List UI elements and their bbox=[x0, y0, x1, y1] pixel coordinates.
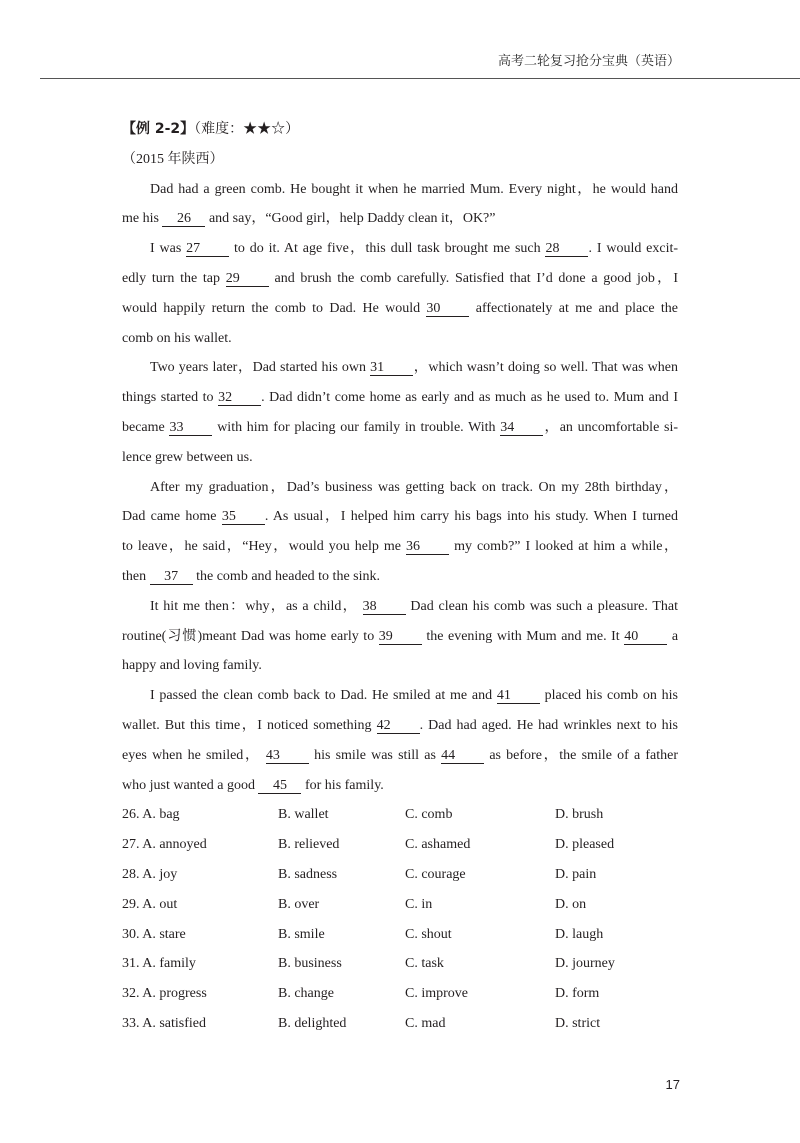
passage-text: his smile was still as bbox=[314, 747, 436, 763]
option-c: C. mad bbox=[405, 1015, 446, 1031]
passage-line bbox=[122, 651, 678, 681]
option-d: D. pleased bbox=[555, 837, 615, 853]
passage-line bbox=[122, 294, 678, 324]
question-row-30 bbox=[122, 920, 678, 950]
passage-text: affectionately at me and place the bbox=[475, 300, 679, 316]
question-row-29 bbox=[122, 890, 678, 920]
question-row-33 bbox=[122, 1009, 678, 1039]
passage-text: would happily return the comb to Dad. He would bbox=[122, 300, 421, 316]
question-number: 32. bbox=[122, 986, 140, 1002]
option-a bbox=[122, 949, 278, 979]
blank-34: 34 bbox=[500, 420, 543, 436]
passage-paragraph bbox=[122, 234, 678, 353]
passage-text: Dad clean his comb was such a pleasure. That bbox=[410, 598, 678, 614]
passage-text: I passed the clean comb back to Dad. He smiled at me and bbox=[150, 688, 493, 704]
question-row-31 bbox=[122, 949, 678, 979]
passage-line bbox=[122, 264, 678, 294]
option-a-text: A. bag bbox=[142, 807, 180, 823]
passage-line bbox=[122, 175, 678, 205]
option-c: C. shout bbox=[405, 926, 452, 942]
passage-text: I was bbox=[150, 241, 182, 257]
blank-40: 40 bbox=[624, 629, 667, 645]
passage-text: to do it. At age five，this dull task brought me such bbox=[234, 241, 541, 257]
option-b: B. sadness bbox=[278, 866, 338, 882]
option-b: B. smile bbox=[278, 926, 325, 942]
option-a-text: A. out bbox=[142, 896, 178, 912]
passage-text: the comb and headed to the sink. bbox=[196, 568, 381, 584]
passage-text: . As usual，I helped him carry his bags into his study. When I turned bbox=[264, 509, 679, 525]
passage-line bbox=[122, 383, 678, 413]
passage-line bbox=[122, 681, 678, 711]
example-label: 【例 2-2】 bbox=[122, 121, 195, 137]
passage-line bbox=[122, 502, 678, 532]
passage-line bbox=[122, 592, 678, 622]
question-row-27 bbox=[122, 830, 678, 860]
passage-text: a bbox=[671, 628, 679, 644]
difficulty-rating: （难度：★★☆） bbox=[194, 122, 300, 137]
passage-text: to leave，he said，“Hey，would you help me bbox=[122, 539, 402, 555]
passage-paragraph bbox=[122, 592, 678, 681]
passage-text: Two years later，Dad started his own bbox=[150, 360, 367, 376]
passage-line bbox=[122, 324, 678, 354]
option-a bbox=[122, 979, 278, 1009]
passage-line bbox=[122, 741, 678, 771]
passage-line bbox=[122, 413, 678, 443]
question-row-28 bbox=[122, 860, 678, 890]
passage-text: with him for placing our family in trouble. With bbox=[217, 419, 496, 435]
passage-text: as before，the smile of a father bbox=[489, 747, 678, 763]
blank-42: 42 bbox=[377, 718, 420, 734]
question-row-26 bbox=[122, 800, 678, 830]
passage-text: my comb?” I looked at him a while， bbox=[454, 539, 679, 555]
passage-line bbox=[122, 622, 678, 652]
passage-line bbox=[122, 443, 678, 473]
example-source: （2015 年陕西） bbox=[122, 151, 224, 167]
page-number: 17 bbox=[665, 1077, 680, 1092]
passage-line bbox=[122, 473, 678, 503]
passage-text: for his family. bbox=[304, 777, 384, 793]
option-d: D. journey bbox=[555, 956, 615, 972]
passage-text: placed his comb on his bbox=[544, 688, 679, 704]
passage-paragraph bbox=[122, 175, 678, 235]
option-a bbox=[122, 920, 278, 950]
passage-text: ，which wasn’t doing so well. That was when bbox=[413, 360, 678, 376]
option-d: D. pain bbox=[555, 866, 597, 882]
passage-text: . Dad had aged. He had wrinkles next to his bbox=[419, 717, 678, 733]
option-d: D. laugh bbox=[555, 926, 604, 942]
blank-44: 44 bbox=[441, 748, 484, 764]
blank-30: 30 bbox=[426, 301, 469, 317]
passage-text: happy and loving family. bbox=[122, 658, 262, 674]
option-b: B. delighted bbox=[278, 1015, 347, 1031]
passage-text: and say，“Good girl，help Daddy clean it，OK?” bbox=[208, 211, 496, 227]
passage-text: lence grew between us. bbox=[122, 449, 253, 465]
passage-text: . I would excit- bbox=[588, 241, 679, 257]
question-row-32 bbox=[122, 979, 678, 1009]
option-a bbox=[122, 860, 278, 890]
answer-options bbox=[122, 800, 678, 1038]
passage-paragraph bbox=[122, 681, 678, 800]
option-a bbox=[122, 1009, 278, 1039]
option-b: B. relieved bbox=[278, 837, 340, 853]
passage-text: the evening with Mum and me. It bbox=[426, 628, 620, 644]
question-number: 29. bbox=[122, 896, 140, 912]
option-a-text: A. satisfied bbox=[142, 1015, 206, 1031]
passage-text: things started to bbox=[122, 390, 214, 406]
question-number: 27. bbox=[122, 837, 140, 853]
passage-text: became bbox=[122, 419, 165, 435]
blank-37: 37 bbox=[150, 569, 193, 585]
passage-text: ，an uncomfortable si- bbox=[543, 419, 678, 435]
passage-text: who just wanted a good bbox=[122, 777, 255, 793]
running-head-title: 高考二轮复习抢分宝典（英语） bbox=[497, 54, 680, 69]
option-a-text: A. family bbox=[142, 956, 196, 972]
example-heading bbox=[122, 115, 678, 145]
blank-43: 43 bbox=[266, 748, 309, 764]
option-d: D. strict bbox=[555, 1015, 601, 1031]
option-a-text: A. stare bbox=[142, 926, 186, 942]
passage-line bbox=[122, 204, 678, 234]
option-a-text: A. joy bbox=[142, 866, 178, 882]
question-number: 33. bbox=[122, 1015, 140, 1031]
blank-35: 35 bbox=[222, 509, 265, 525]
passage-line bbox=[122, 532, 678, 562]
passage-text: and brush the comb carefully. Satisfied that I’d done a good job，I bbox=[274, 270, 679, 286]
option-a-text: A. progress bbox=[142, 986, 207, 1002]
example-block bbox=[122, 115, 678, 1039]
cloze-passage bbox=[122, 175, 678, 801]
option-c: C. in bbox=[405, 896, 433, 912]
option-a bbox=[122, 800, 278, 830]
option-c: C. improve bbox=[405, 986, 468, 1002]
blank-33: 33 bbox=[169, 420, 212, 436]
question-number: 30. bbox=[122, 926, 140, 942]
option-d: D. brush bbox=[555, 807, 604, 823]
blank-29: 29 bbox=[226, 271, 269, 287]
passage-text: me his bbox=[122, 211, 159, 227]
question-number: 26. bbox=[122, 807, 140, 823]
option-c: C. comb bbox=[405, 807, 453, 823]
question-number: 31. bbox=[122, 956, 140, 972]
blank-31: 31 bbox=[370, 360, 413, 376]
passage-text: then bbox=[122, 568, 147, 584]
passage-line bbox=[122, 711, 678, 741]
option-a-text: A. annoyed bbox=[142, 837, 207, 853]
question-number: 28. bbox=[122, 866, 140, 882]
passage-text: . Dad didn’t come home as early and as much as he used to. Mum and I bbox=[261, 390, 678, 406]
passage-text: routine(习惯)meant Dad was home early to bbox=[122, 628, 375, 644]
passage-text: comb on his wallet. bbox=[122, 330, 232, 346]
blank-41: 41 bbox=[497, 688, 540, 704]
passage-text: wallet. But this time，I noticed something bbox=[122, 717, 372, 733]
blank-38: 38 bbox=[363, 599, 406, 615]
blank-26: 26 bbox=[162, 211, 205, 227]
blank-39: 39 bbox=[379, 629, 422, 645]
passage-text: Dad came home bbox=[122, 509, 217, 525]
passage-text: edly turn the tap bbox=[122, 270, 221, 286]
passage-text: eyes when he smiled， bbox=[122, 747, 261, 763]
blank-27: 27 bbox=[186, 241, 229, 257]
passage-line bbox=[122, 771, 678, 801]
header-rule bbox=[40, 78, 800, 79]
passage-line bbox=[122, 353, 678, 383]
option-b: B. over bbox=[278, 896, 320, 912]
blank-32: 32 bbox=[218, 390, 261, 406]
option-c: C. ashamed bbox=[405, 837, 471, 853]
passage-paragraph bbox=[122, 353, 678, 472]
passage-text: Dad had a green comb. He bought it when he married Mum. Every night，he would hand bbox=[150, 181, 678, 197]
option-b: B. business bbox=[278, 956, 342, 972]
blank-36: 36 bbox=[406, 539, 449, 555]
option-a bbox=[122, 830, 278, 860]
passage-line bbox=[122, 562, 678, 592]
option-d: D. on bbox=[555, 896, 587, 912]
passage-line bbox=[122, 234, 678, 264]
option-a bbox=[122, 890, 278, 920]
option-c: C. task bbox=[405, 956, 444, 972]
blank-28: 28 bbox=[545, 241, 588, 257]
passage-text: After my graduation，Dad’s business was getting back on track. On my 28th birthday， bbox=[150, 479, 678, 495]
blank-45: 45 bbox=[258, 778, 301, 794]
passage-paragraph bbox=[122, 473, 678, 592]
passage-text: It hit me then：why，as a child， bbox=[150, 598, 358, 614]
option-b: B. wallet bbox=[278, 807, 329, 823]
option-b: B. change bbox=[278, 986, 334, 1002]
option-d: D. form bbox=[555, 986, 600, 1002]
option-c: C. courage bbox=[405, 866, 466, 882]
